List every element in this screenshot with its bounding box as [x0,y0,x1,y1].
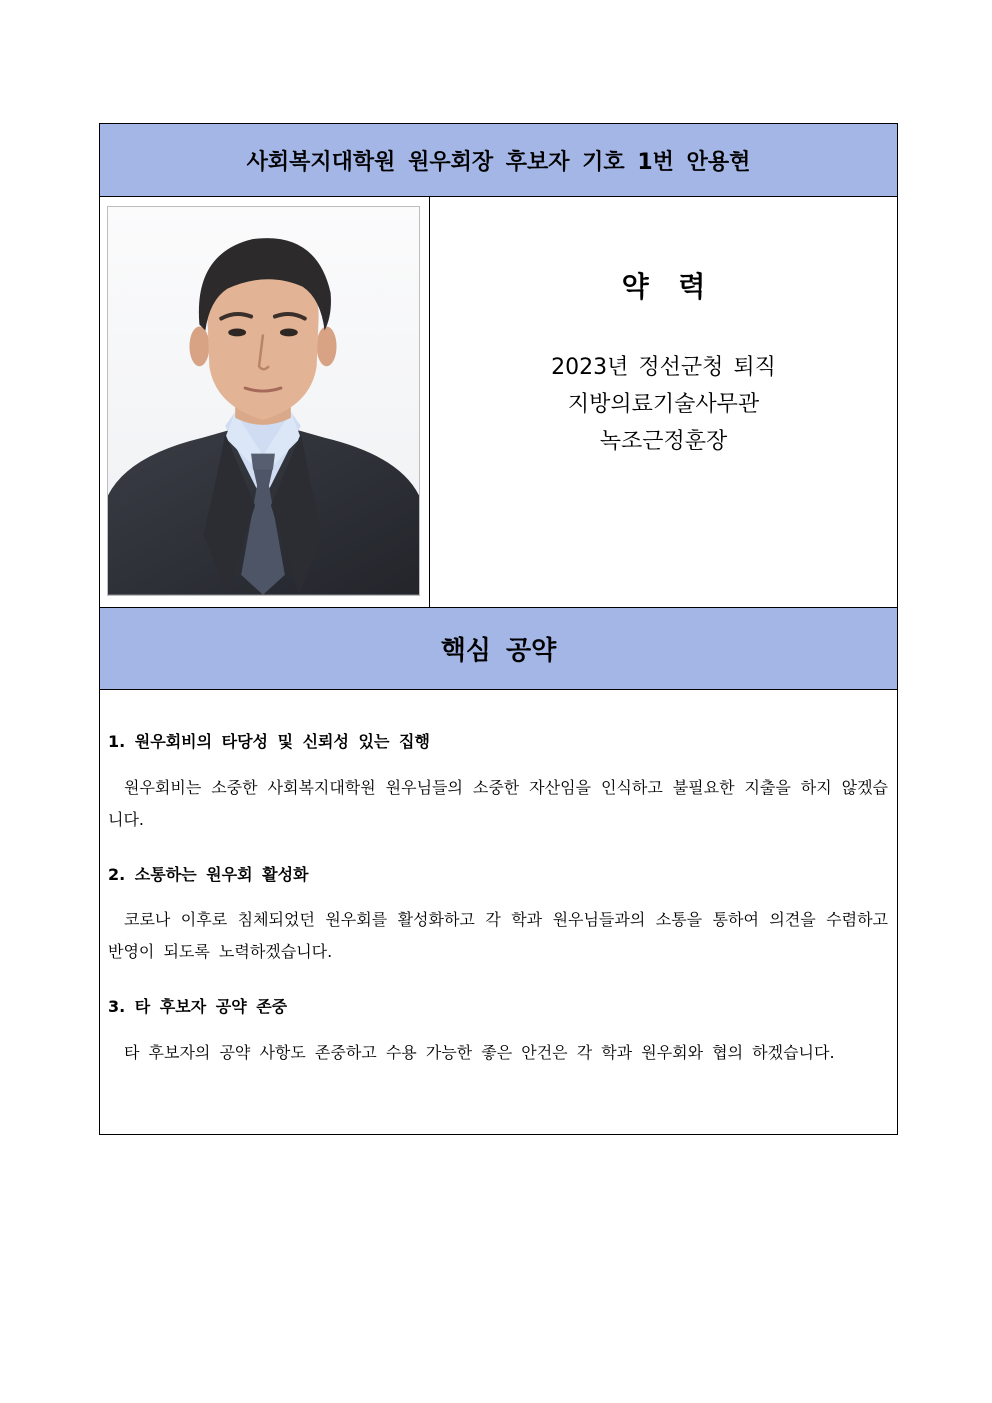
pledge-text-2: 코로나 이후로 침체되었던 원우회를 활성화하고 각 학과 원우님들과의 소통을 통하여 의견을 수렴하고 반영이 되도록 노력하겠습니다. [108,910,888,961]
career-item: 녹조근정훈장 [599,429,728,454]
career-list [430,349,897,460]
photo-cell [100,197,430,607]
candidate-title: 사회복지대학원 원우회장 후보자 기호 1번 안용현 [100,124,897,197]
pledge-title-1: 1. 원우회비의 타당성 및 신뢰성 있는 집행 [108,732,430,751]
candidate-portrait-image [108,207,419,595]
pledge-title-3: 3. 타 후보자 공약 존중 [108,997,288,1016]
pledge-text-3: 타 후보자의 공약 사항도 존중하고 수용 가능한 좋은 안건은 각 학과 원우회와 협의 하겠습니다. [124,1043,835,1062]
candidate-photo [107,206,420,596]
pledge-text-1: 원우회비는 소중한 사회복지대학원 원우님들의 소중한 자산임을 인식하고 불필요한 지출을 하지 않겠습니다. [108,778,888,829]
candidate-sheet [99,123,898,1135]
career-heading: 약 력 [621,270,716,303]
career-item: 2023년 정선군청 퇴직 [551,355,776,380]
career-item: 지방의료기술사무관 [567,392,760,417]
pledges-heading: 핵심 공약 [100,607,897,690]
pledge-title-2: 2. 소통하는 원우회 활성화 [108,865,309,884]
career-cell [430,197,897,607]
pledges-body [108,690,888,1134]
